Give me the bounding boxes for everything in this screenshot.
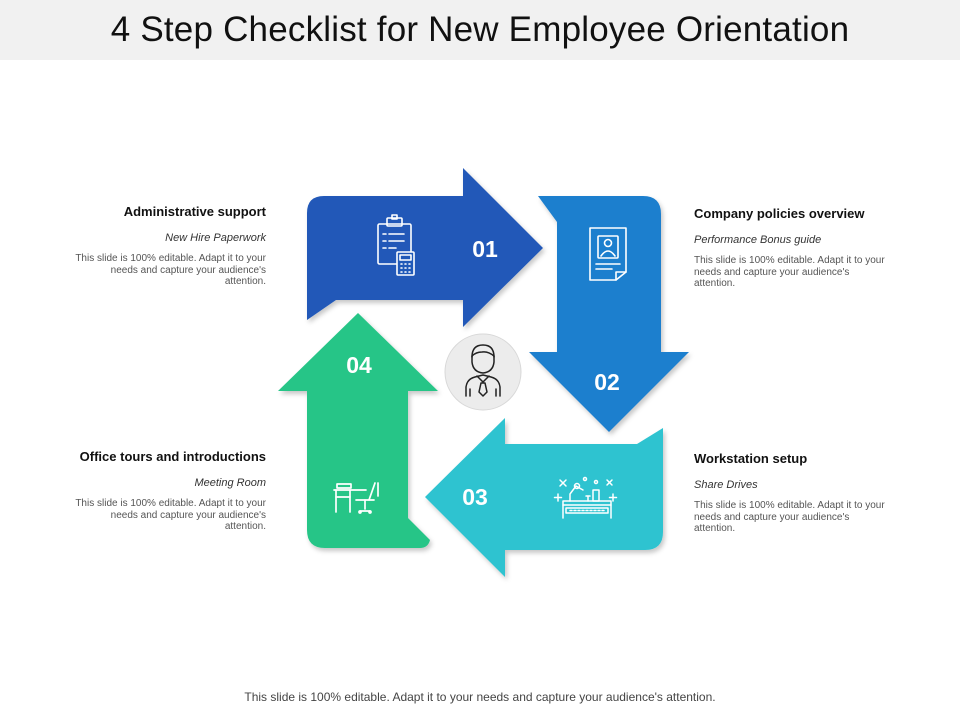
footer-note: This slide is 100% editable. Adapt it to your needs and capture your audience's attention.: [244, 690, 716, 704]
step-3-subtitle: Share Drives: [694, 479, 758, 491]
step-3-heading: Workstation setup: [694, 451, 808, 466]
step-1-body: This slide is 100% editable. Adapt it to your needs and capture your audience's attention.: [75, 253, 266, 287]
step-2-body: This slide is 100% editable. Adapt it to your needs and capture your audience's attention.: [694, 255, 885, 289]
step-3-body: This slide is 100% editable. Adapt it to your needs and capture your audience's attention.: [694, 500, 885, 534]
step-4-body: This slide is 100% editable. Adapt it to your needs and capture your audience's attention.: [75, 498, 266, 532]
step-3-text: [694, 451, 904, 535]
step-3-arrow: [425, 418, 663, 577]
step-3-number: 03: [462, 484, 488, 510]
step-4-text: [36, 449, 266, 533]
step-1-arrow: [307, 168, 543, 327]
step-4-number: 04: [346, 352, 372, 378]
step-4-subtitle: Meeting Room: [194, 477, 266, 489]
step-1-text: [36, 204, 266, 288]
step-2-subtitle: Performance Bonus guide: [694, 234, 822, 246]
step-2-heading: Company policies overview: [694, 206, 865, 221]
step-2-arrow: [529, 196, 689, 432]
step-1-number: 01: [472, 236, 498, 262]
step-1-subtitle: New Hire Paperwork: [165, 232, 266, 244]
step-4-heading: Office tours and introductions: [79, 449, 266, 464]
step-4-arrow: [278, 313, 438, 548]
step-2-number: 02: [594, 369, 620, 395]
step-1-heading: Administrative support: [123, 204, 266, 219]
page-title: 4 Step Checklist for New Employee Orientation: [110, 10, 850, 49]
step-2-text: [694, 206, 904, 290]
